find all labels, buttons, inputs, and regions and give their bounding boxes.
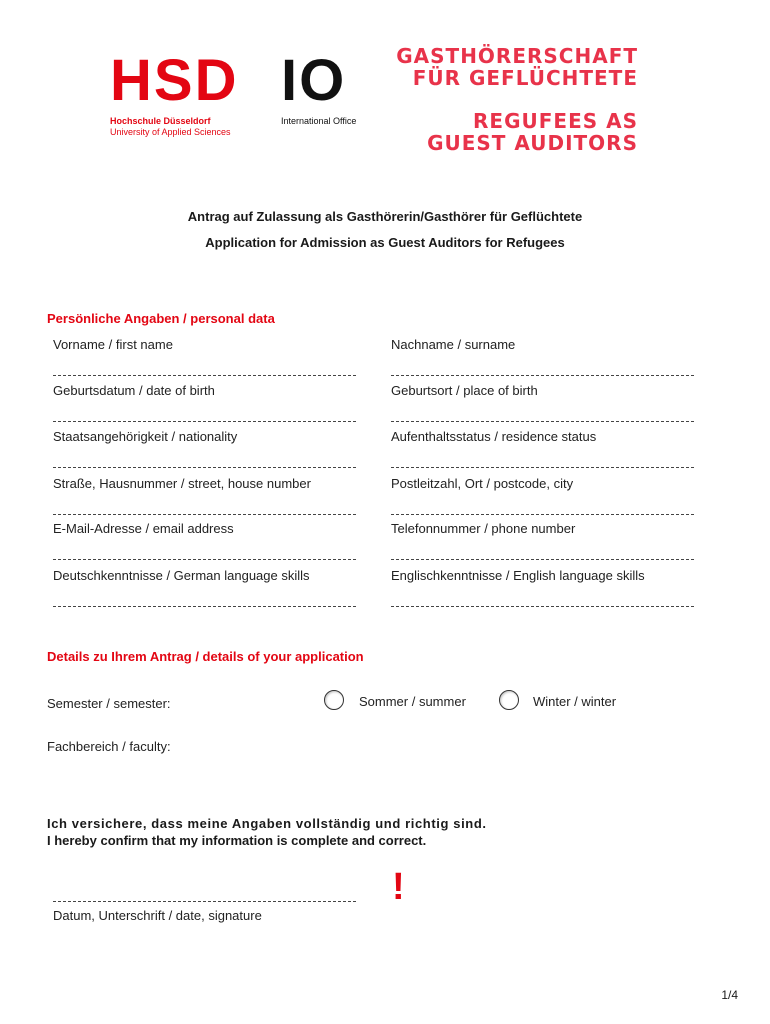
semester-label: Semester / semester: [47,696,171,711]
confirm-text-de: Ich versichere, dass meine Angaben vollständig und richtig sind. [47,816,487,831]
io-logo-subtitle: International Office [281,116,357,126]
faculty-label: Fachbereich / faculty: [47,739,171,754]
field-input-line-right-5[interactable] [391,559,694,560]
radio-summer-label: Sommer / summer [359,694,466,709]
header-title-de: GASTHÖRERSCHAFT FÜR GEFLÜCHTETE [396,44,638,90]
field-input-line-right-4[interactable] [391,514,694,515]
hsd-logo-letters: HSD [110,48,239,113]
field-input-line-left-3[interactable] [53,467,356,468]
field-label-right-3: Aufenthaltsstatus / residence status [391,429,597,444]
field-label-right-5: Telefonnummer / phone number [391,521,576,536]
page-number: 1/4 [721,988,738,1002]
field-input-line-left-6[interactable] [53,606,356,607]
field-input-line-left-5[interactable] [53,559,356,560]
field-label-right-2: Geburtsort / place of birth [391,383,538,398]
confirm-text-en: I hereby confirm that my information is complete and correct. [47,833,427,848]
hsd-logo-line2: University of Applied Sciences [110,127,231,137]
field-input-line-left-2[interactable] [53,421,356,422]
field-label-left-2: Geburtsdatum / date of birth [53,383,215,398]
signature-line[interactable] [53,901,356,902]
field-input-line-right-2[interactable] [391,421,694,422]
field-label-right-6: Englischkenntnisse / English language skills [391,568,645,583]
form-heading-en: Application for Admission as Guest Auditors for Refugees [205,235,565,250]
field-label-left-4: Straße, Hausnummer / street, house number [53,476,311,491]
hsd-logo [110,48,239,138]
field-input-line-left-1[interactable] [53,375,356,376]
field-input-line-right-6[interactable] [391,606,694,607]
section-title-personal: Persönliche Angaben / personal data [47,311,275,326]
field-label-right-1: Nachname / surname [391,337,516,352]
field-label-left-6: Deutschkenntnisse / German language skills [53,568,310,583]
field-label-left-1: Vorname / first name [53,337,173,352]
header-title-en: REGUFEES AS GUEST AUDITORS [427,109,638,155]
field-label-left-5: E-Mail-Adresse / email address [53,521,234,536]
radio-winter[interactable] [499,690,519,710]
radio-winter-label: Winter / winter [533,694,617,709]
field-input-line-right-1[interactable] [391,375,694,376]
field-input-line-right-3[interactable] [391,467,694,468]
signature-label: Datum, Unterschrift / date, signature [53,908,262,923]
form-heading-de: Antrag auf Zulassung als Gasthörerin/Gasthörer für Geflüchtete [187,209,583,224]
field-label-right-4: Postleitzahl, Ort / postcode, city [391,476,574,491]
field-input-line-left-4[interactable] [53,514,356,515]
exclamation-mark: ! [392,866,405,908]
section-title-application: Details zu Ihrem Antrag / details of your application [47,649,364,664]
radio-summer[interactable] [324,690,344,710]
hsd-logo-line1: Hochschule Düsseldorf [110,116,211,126]
io-logo-letters: IO [281,48,347,113]
field-label-left-3: Staatsangehörigkeit / nationality [53,429,238,444]
